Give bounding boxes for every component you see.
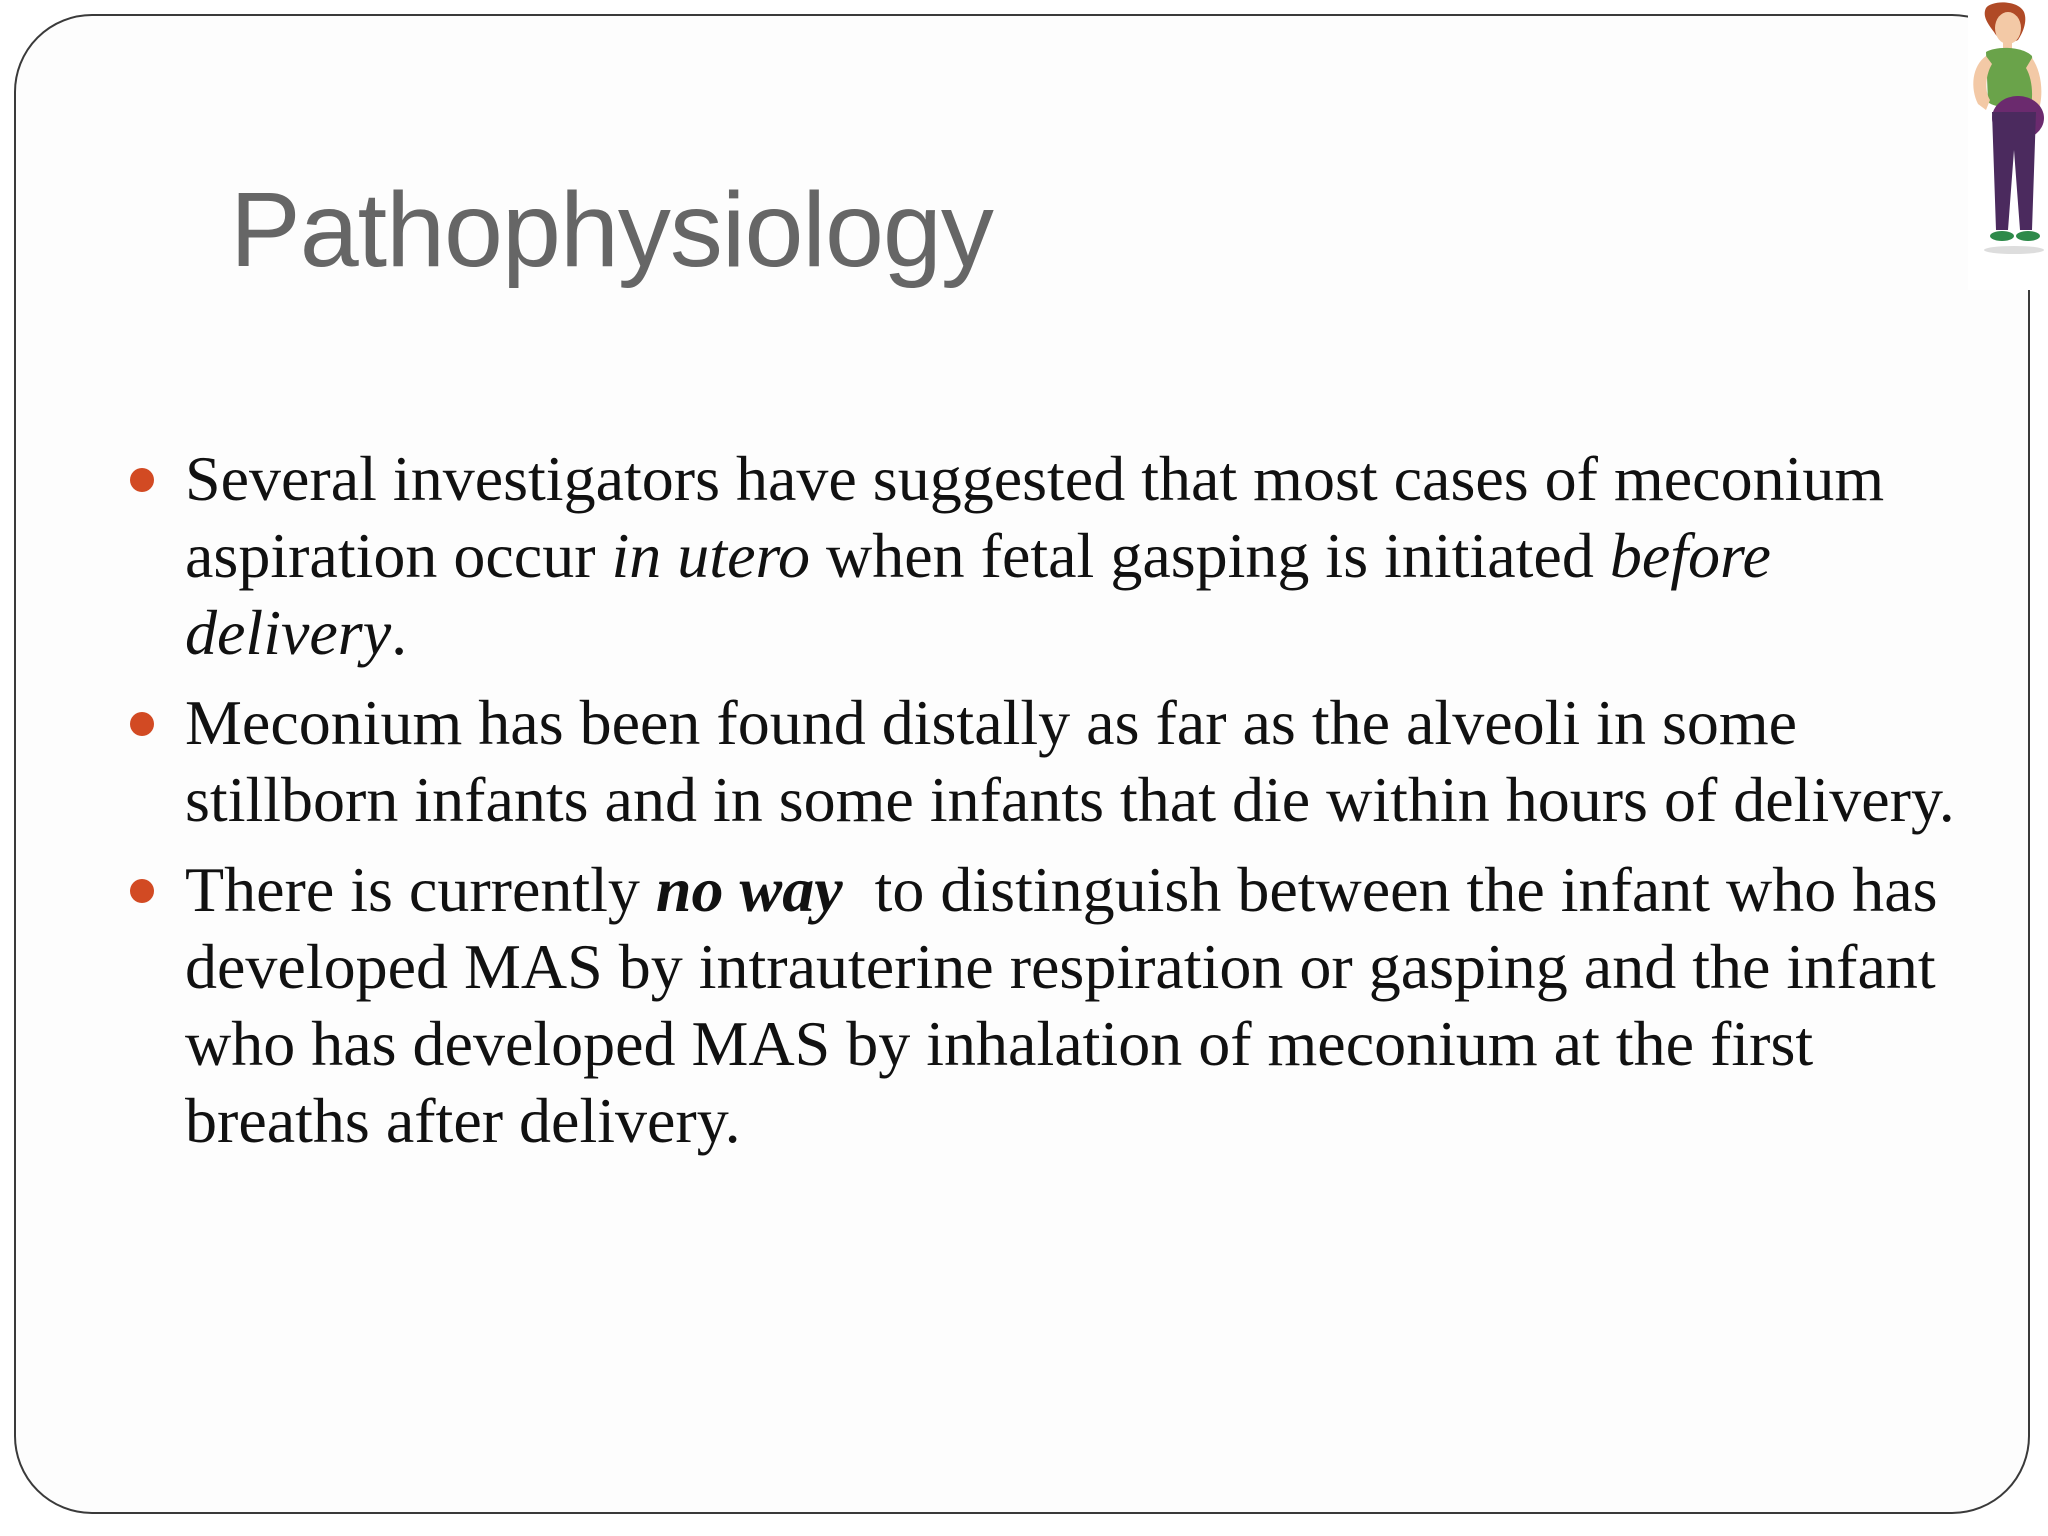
bullet-segment: .	[391, 597, 408, 668]
bullet-segment-bold-italic: no way	[655, 854, 843, 925]
bullet-list	[128, 440, 1978, 1172]
bullet-text	[185, 854, 1954, 1156]
pregnant-woman-illustration	[1948, 0, 2048, 280]
bullet-text	[185, 687, 1955, 835]
bullet-item	[128, 684, 1978, 838]
bullet-segment: when fetal gasping is initiated	[810, 520, 1610, 591]
bullet-text	[185, 443, 1884, 668]
bullet-segment: Several investigators have suggested that most cases of meconium aspiration occur	[185, 443, 1885, 591]
bullet-segment-italic: in utero	[611, 520, 810, 591]
bullet-dot-icon	[130, 879, 154, 903]
bullet-dot-icon	[130, 712, 154, 736]
bullet-dot-icon	[130, 468, 154, 492]
slide-title: Pathophysiology	[230, 171, 993, 289]
bullet-segment-italic: before delivery	[185, 520, 1771, 668]
bullet-item	[128, 851, 1978, 1159]
bullet-segment: Meconium has been found distally as far as the alveoli in some stillborn infants and in some infants that die within hours of delivery.	[185, 687, 1955, 835]
bullet-segment: There is currently	[185, 854, 656, 925]
bullet-segment: to distinguish between the infant who has developed MAS by intrauterine respiration or gasping and the infant who has developed MAS by inhalation of meconium at the first breaths after delivery.	[185, 854, 1954, 1156]
bullet-item	[128, 440, 1978, 671]
